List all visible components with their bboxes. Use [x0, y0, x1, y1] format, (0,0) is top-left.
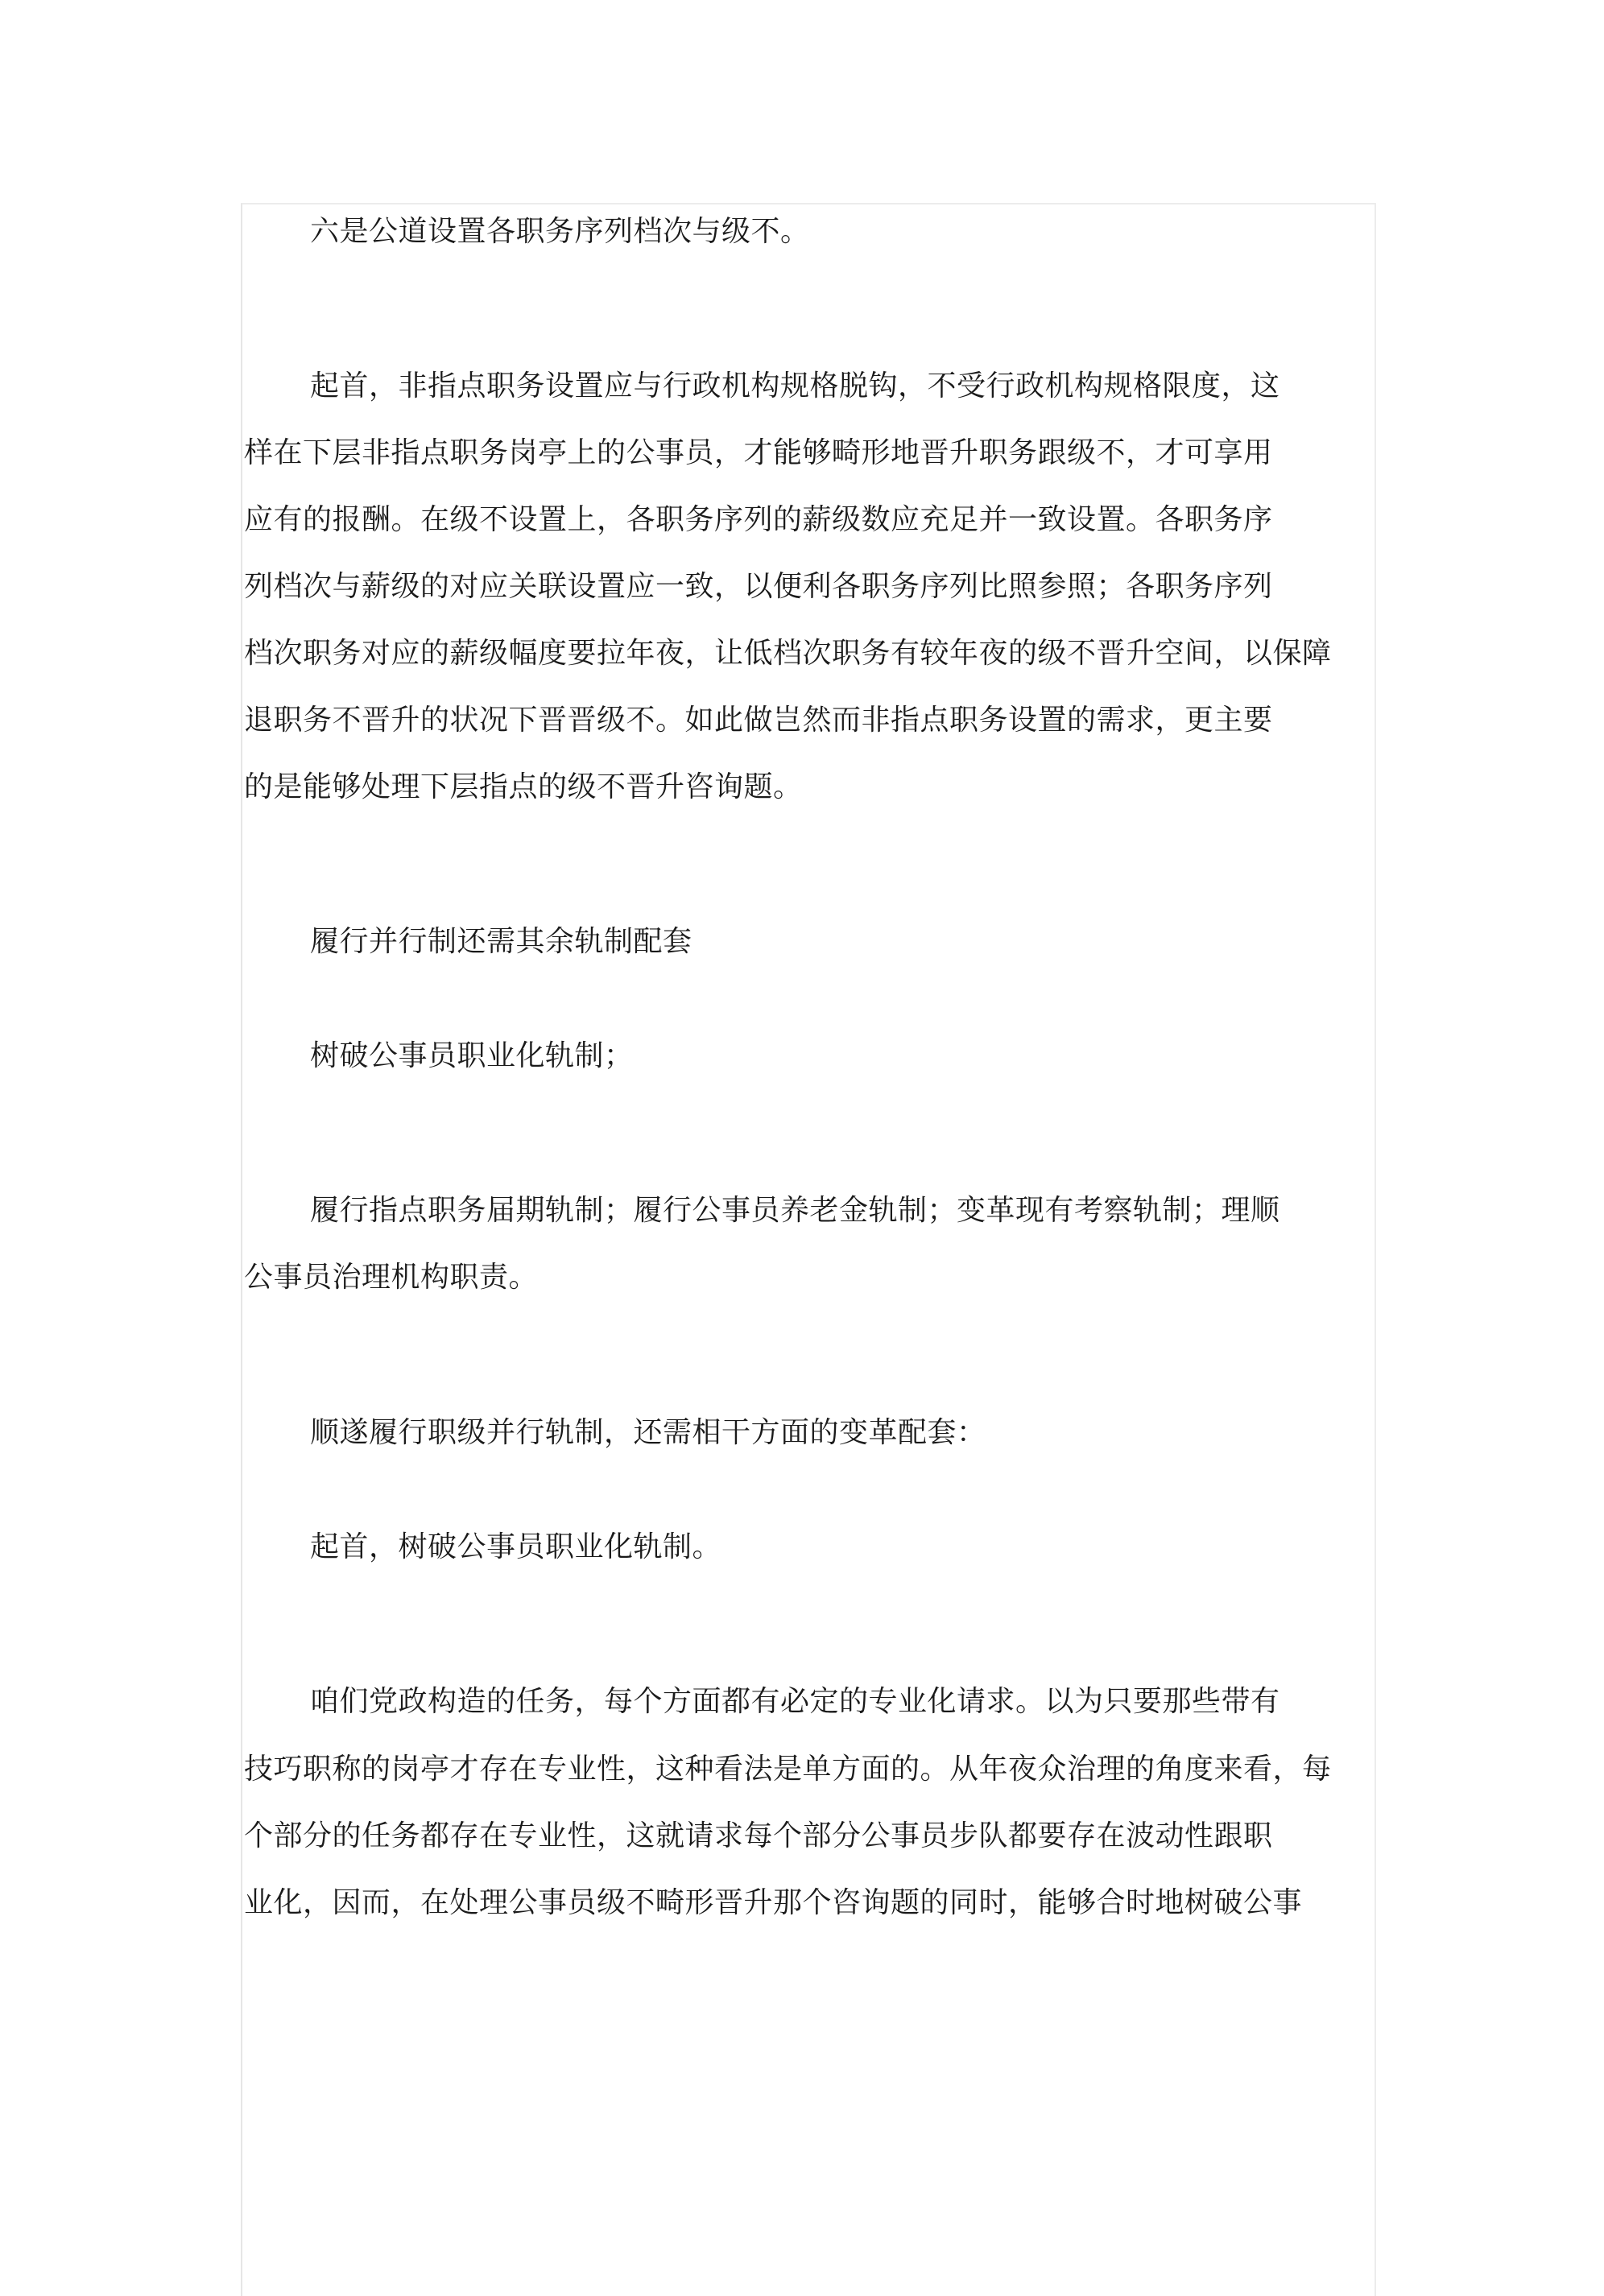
- paragraph-line: 样在下层非指点职务岗亭上的公事员，才能够畸形地晋升职务跟级不，才可享用: [244, 436, 1273, 469]
- paragraph-line: 树破公事员职业化轨制；: [310, 1039, 634, 1072]
- paragraph-line: 起首，树破公事员职业化轨制。: [310, 1530, 722, 1563]
- paragraph-line: 业化，因而，在处理公事员级不畸形晋升那个咨询题的同时，能够合时地树破公事: [244, 1886, 1303, 1919]
- paragraph-line: 技巧职称的岗亭才存在专业性，这种看法是单方面的。从年夜众治理的角度来看，每: [244, 1753, 1332, 1786]
- paragraph-line: 咱们党政构造的任务，每个方面都有必定的专业化请求。以为只要那些带有: [310, 1685, 1280, 1718]
- paragraph-line: 公事员治理机构职责。: [244, 1261, 539, 1294]
- paragraph-line: 列档次与薪级的对应关联设置应一致，以便利各职务序列比照参照；各职务序列: [244, 570, 1273, 603]
- paragraph-line: 六是公道设置各职务序列档次与级不。: [310, 215, 810, 248]
- paragraph-line: 履行指点职务届期轨制；履行公事员养老金轨制；变革现有考察轨制；理顺: [310, 1194, 1280, 1227]
- section-heading: 履行并行制还需其余轨制配套: [310, 925, 692, 958]
- paragraph-line: 起首，非指点职务设置应与行政机构规格脱钩，不受行政机构规格限度，这: [310, 370, 1280, 403]
- paragraph-line: 的是能够处理下层指点的级不晋升咨询题。: [244, 770, 803, 803]
- paragraph-line: 退职务不晋升的状况下晋晋级不。如此做岂然而非指点职务设置的需求，更主要: [244, 704, 1273, 737]
- paragraph-line: 应有的报酬。在级不设置上，各职务序列的薪级数应充足并一致设置。各职务序: [244, 503, 1273, 536]
- paragraph-line: 顺遂履行职级并行轨制，还需相干方面的变革配套：: [310, 1416, 986, 1449]
- paragraph-line: 个部分的任务都存在专业性，这就请求每个部分公事员步队都要存在波动性跟职: [244, 1819, 1273, 1852]
- paragraph-line: 档次职务对应的薪级幅度要拉年夜，让低档次职务有较年夜的级不晋升空间，以保障: [244, 637, 1332, 670]
